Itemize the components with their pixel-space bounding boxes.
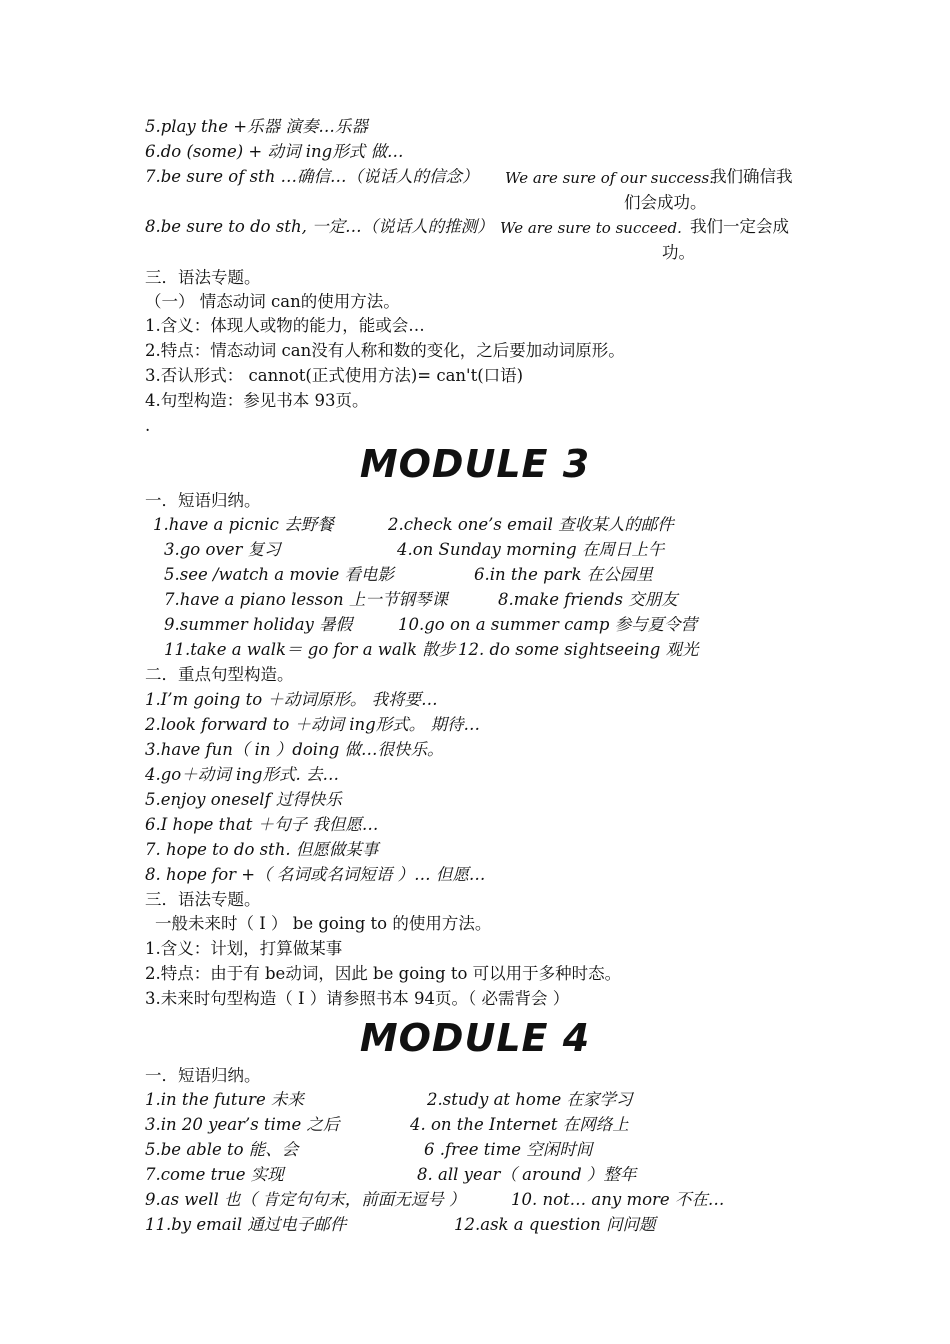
- m3-grammar-point: 3.未来时句型构造（ Ⅰ ）请参照书本 94页。（ 必需背会 ）: [145, 989, 570, 1008]
- m4-phrase: 7.come true 实现: [145, 1165, 284, 1184]
- m3-phrase: 12. do some sightseeing 观光: [458, 640, 699, 659]
- example-sentence-8: We are sure to succeed.: [500, 219, 682, 237]
- m3-sentence: 5.enjoy oneself 过得快乐: [145, 790, 342, 809]
- grammar-subheading: （一） 情态动词 can的使用方法。: [145, 292, 400, 311]
- m3-sentence: 6.I hope that ＋句子 我但愿…: [145, 815, 379, 834]
- translation-8a: 我们一定会成: [690, 217, 789, 236]
- m3-sentence: 3.have fun（ in ）doing 做…很快乐。: [145, 740, 444, 759]
- m3-phrase: 2.check one’s email 查收某人的邮件: [388, 515, 674, 534]
- m3-phrase: 5.see /watch a movie 看电影: [164, 565, 395, 584]
- grammar-heading: 三．语法专题。: [145, 268, 261, 287]
- m3-sentence: 2.look forward to ＋动词 ing形式。 期待…: [145, 715, 480, 734]
- phrase-line-7: 7.be sure of sth …确信…（说话人的信念）: [145, 167, 479, 186]
- m3-phrase: 1.have a picnic 去野餐: [153, 515, 334, 534]
- m4-phrase: 5.be able to 能、会: [145, 1140, 299, 1159]
- m3-sentence: 7. hope to do sth. 但愿做某事: [145, 840, 379, 859]
- m4-phrase: 11.by email 通过电子邮件: [145, 1215, 347, 1234]
- example-sentence-7: We are sure of our success.: [505, 169, 714, 187]
- m3-phrase: 8.make friends 交朋友: [498, 590, 678, 609]
- translation-7a: 我们确信我: [710, 167, 793, 186]
- m3-phrase: 3.go over 复习: [164, 540, 281, 559]
- m3-sentence: 4.go＋动词 ing形式. 去…: [145, 765, 339, 784]
- phrase-line-6: 6.do (some) + 动词 ing形式 做…: [145, 142, 404, 161]
- m4-phrase: 10. not… any more 不在…: [511, 1190, 725, 1209]
- m4-phrase: 9.as well 也（ 肯定句句末，前面无逗号 ）: [145, 1190, 466, 1209]
- m3-phrase: 9.summer holiday 暑假: [164, 615, 353, 634]
- m3-sentence: 8. hope for +（ 名词或名词短语 ）… 但愿…: [145, 865, 486, 884]
- grammar-point-2: 2.特点：情态动词 can没有人称和数的变化，之后要加动词原形。: [145, 341, 625, 360]
- m4-phrase: 4. on the Internet 在网络上: [410, 1115, 629, 1134]
- m3-phrase: 7.have a piano lesson 上一节钢琴课: [164, 590, 448, 609]
- m4-phrase: 3.in 20 year’s time 之后: [145, 1115, 340, 1134]
- grammar-point-4: 4.句型构造：参见书本 93页。: [145, 391, 369, 410]
- m3-grammar-subheading: 一般未来时（ Ⅰ ） be going to 的使用方法。: [155, 914, 492, 933]
- grammar-point-3: 3.否认形式： cannot(正式使用方法)= can't(口语): [145, 366, 524, 385]
- m4-phrases-heading: 一．短语归纳。: [145, 1066, 261, 1085]
- stray-dot: .: [145, 416, 151, 435]
- module-3-title: MODULE 3: [359, 442, 591, 486]
- m3-sentence: 1.I’m going to ＋动词原形。 我将要…: [145, 690, 438, 709]
- module-4-title: MODULE 4: [359, 1016, 591, 1060]
- m3-phrase: 10.go on a summer camp 参与夏令营: [398, 615, 698, 634]
- translation-7b: 们会成功。: [624, 193, 707, 212]
- phrase-line-5: 5.play the +乐器 演奏…乐器: [145, 117, 368, 136]
- m4-phrase: 12.ask a question 问问题: [454, 1215, 656, 1234]
- m3-grammar-heading: 三．语法专题。: [145, 890, 261, 909]
- m3-phrase: 11.take a walk＝ go for a walk 散步: [164, 640, 456, 659]
- m3-phrase: 6.in the park 在公园里: [474, 565, 653, 584]
- m4-phrase: 6 .free time 空闲时间: [424, 1140, 593, 1159]
- m3-grammar-point: 1.含义：计划，打算做某事: [145, 939, 343, 958]
- m3-grammar-point: 2.特点：由于有 be动词，因此 be going to 可以用于多种时态。: [145, 964, 622, 983]
- grammar-point-1: 1.含义：体现人或物的能力，能或会…: [145, 316, 425, 335]
- translation-8b: 功。: [662, 243, 695, 262]
- m3-phrases-heading: 一．短语归纳。: [145, 491, 261, 510]
- phrase-line-8: 8.be sure to do sth, 一定…（说话人的推测）: [145, 217, 494, 236]
- m4-phrase: 1.in the future 未来: [145, 1090, 305, 1109]
- m3-sentences-heading: 二．重点句型构造。: [145, 665, 294, 684]
- m4-phrase: 8. all year（ around ）整年: [417, 1165, 637, 1184]
- m4-phrase: 2.study at home 在家学习: [427, 1090, 633, 1109]
- m3-phrase: 4.on Sunday morning 在周日上午: [397, 540, 665, 559]
